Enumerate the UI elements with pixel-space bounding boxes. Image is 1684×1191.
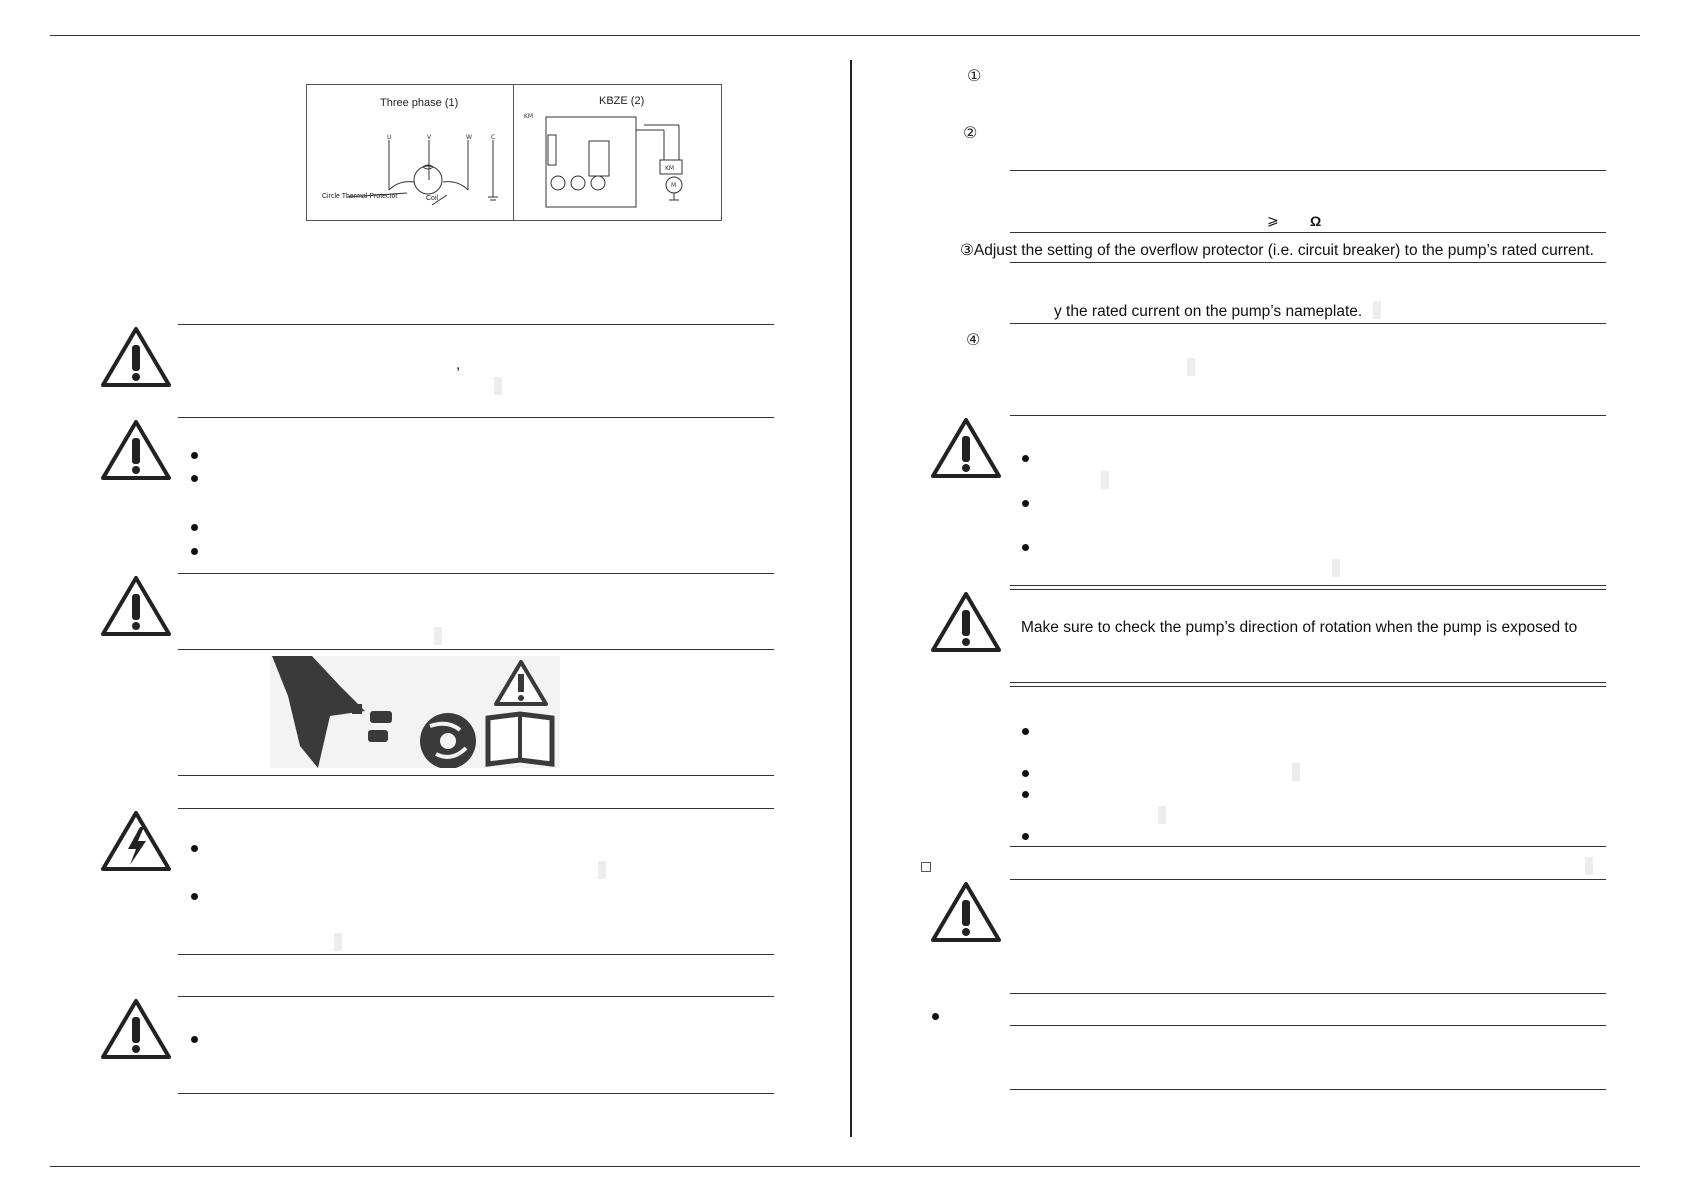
list-bullet bbox=[1022, 728, 1029, 735]
section-rule bbox=[178, 573, 774, 574]
page-top-rule bbox=[50, 35, 1640, 36]
warning-triangle-icon bbox=[930, 416, 1002, 480]
list-bullet bbox=[1022, 791, 1029, 798]
section-rule bbox=[1010, 262, 1606, 263]
list-bullet bbox=[191, 452, 198, 459]
section-rule bbox=[178, 996, 774, 997]
text-gap-marker bbox=[494, 377, 502, 395]
list-bullet bbox=[191, 1036, 198, 1043]
section-rule bbox=[1010, 879, 1606, 880]
section-rule bbox=[1010, 846, 1606, 847]
text-gap-marker bbox=[334, 933, 342, 951]
electrical-hazard-icon bbox=[100, 809, 172, 873]
geq-symbol: ⩾ bbox=[1267, 212, 1279, 228]
phase-u-label: U bbox=[387, 134, 392, 141]
section-rule bbox=[1010, 170, 1606, 171]
text-gap-marker bbox=[1373, 301, 1381, 319]
step-1-marker: ① bbox=[967, 66, 982, 85]
text-gap-marker bbox=[1292, 763, 1300, 781]
kbze-motor-label: M bbox=[671, 182, 677, 189]
list-bullet bbox=[1022, 500, 1029, 507]
step-2-marker: ② bbox=[963, 123, 978, 142]
warning-triangle-icon bbox=[930, 590, 1002, 654]
warning-triangle-icon bbox=[100, 325, 172, 389]
list-bullet bbox=[191, 475, 198, 482]
text-gap-marker bbox=[1101, 471, 1109, 489]
step-3-continuation: y the rated current on the pump’s nameplate. bbox=[1054, 303, 1363, 320]
kbze-km-box-label: KM bbox=[665, 165, 675, 172]
list-bullet bbox=[191, 524, 198, 531]
section-rule bbox=[178, 1093, 774, 1094]
page-bottom-rule bbox=[50, 1166, 1640, 1167]
text-gap-marker bbox=[1332, 559, 1340, 577]
list-bullet bbox=[1022, 455, 1029, 462]
text-gap-marker bbox=[598, 861, 606, 879]
list-bullet bbox=[1022, 770, 1029, 777]
section-rule bbox=[178, 775, 774, 776]
text-gap-marker bbox=[1585, 857, 1593, 875]
text-gap-marker bbox=[1158, 806, 1166, 824]
section-rule bbox=[1010, 993, 1606, 994]
list-bullet bbox=[1022, 833, 1029, 840]
list-bullet bbox=[191, 548, 198, 555]
section-rule bbox=[1010, 415, 1606, 416]
section-rule bbox=[178, 808, 774, 809]
step-4-marker: ④ bbox=[966, 330, 981, 349]
section-rule bbox=[178, 324, 774, 325]
three-phase-title: Three phase (1) bbox=[380, 97, 459, 109]
text-gap-marker bbox=[1187, 358, 1195, 376]
wiring-diagram-three-phase bbox=[306, 84, 515, 221]
section-rule bbox=[178, 417, 774, 418]
rotating-impeller-hazard-read-manual-icon bbox=[270, 656, 560, 768]
ohm-symbol: Ω bbox=[1310, 213, 1322, 229]
warning-triangle-icon bbox=[100, 574, 172, 638]
section-double-rule bbox=[1010, 585, 1606, 590]
list-bullet bbox=[191, 845, 198, 852]
section-rule bbox=[178, 649, 774, 650]
warning-triangle-icon bbox=[100, 997, 172, 1061]
warning-triangle-icon bbox=[100, 418, 172, 482]
section-rule bbox=[1010, 1025, 1606, 1026]
wiring-diagram-kbze bbox=[513, 84, 722, 221]
kbze-title: KBZE (2) bbox=[599, 95, 645, 107]
warning-triangle-icon bbox=[930, 880, 1002, 944]
section-rule bbox=[1010, 1089, 1606, 1090]
list-bullet bbox=[1022, 544, 1029, 551]
kbze-schematic bbox=[514, 85, 721, 220]
step-3-text: ③Adjust the setting of the overflow protector (i.e. circuit breaker) to the pump’s rated current. bbox=[960, 242, 1594, 259]
phase-w-label: W bbox=[466, 134, 472, 141]
text-gap-marker bbox=[434, 627, 442, 645]
section-rule bbox=[178, 954, 774, 955]
column-divider bbox=[850, 60, 852, 1137]
section-rule bbox=[1010, 232, 1606, 233]
checkbox-glyph bbox=[921, 862, 931, 872]
rotation-direction-text: Make sure to check the pump’s direction of rotation when the pump is exposed to bbox=[1021, 619, 1578, 636]
list-bullet bbox=[932, 1013, 939, 1020]
text-fragment-comma: , bbox=[456, 356, 461, 373]
phase-c-label: C bbox=[491, 134, 496, 141]
thermal-protector-label: Circle Thermal Protector bbox=[322, 193, 398, 200]
list-bullet bbox=[191, 893, 198, 900]
section-double-rule bbox=[1010, 682, 1606, 687]
coil-label: Coil bbox=[426, 195, 439, 202]
phase-v-label: V bbox=[427, 134, 432, 141]
kbze-km-top-label: KM bbox=[524, 113, 534, 120]
section-rule bbox=[1010, 323, 1606, 324]
